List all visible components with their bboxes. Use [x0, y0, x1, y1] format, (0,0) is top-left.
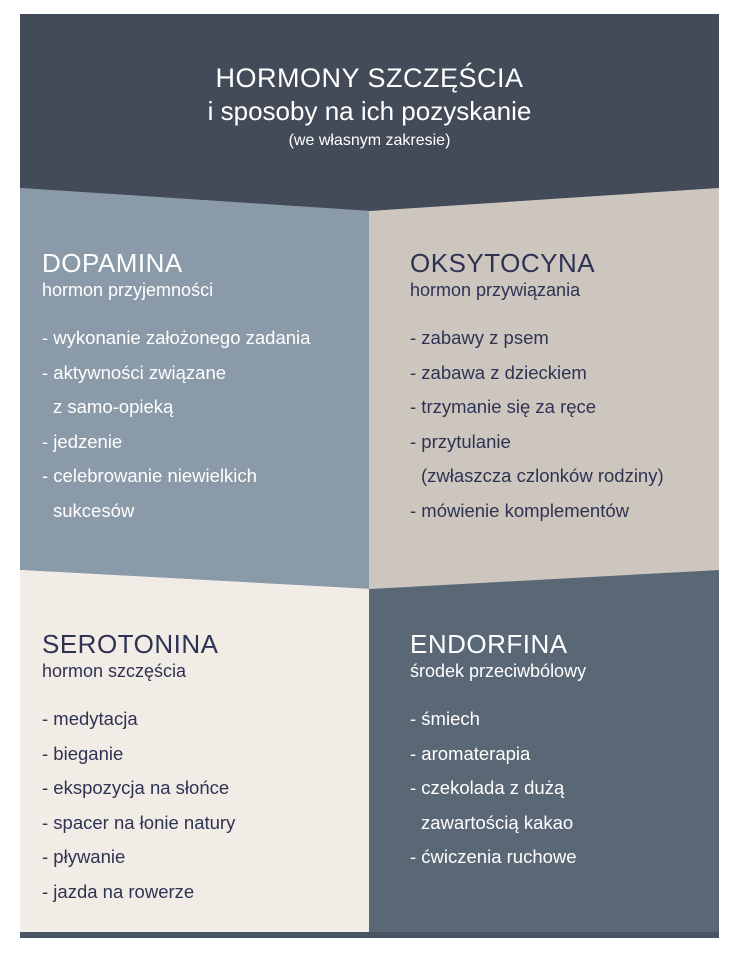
list-item: - celebrowanie niewielkich	[42, 465, 257, 486]
list-item: - spacer na łonie natury	[42, 811, 236, 833]
list-item-continuation: (zwłaszcza czlonków rodziny)	[421, 465, 664, 486]
list-item: - wykonanie założonego zadania	[42, 327, 311, 348]
list-item: - zabawy z psem	[410, 327, 549, 348]
list-item: - pływanie	[42, 846, 126, 867]
section-subtitle: hormon szczęścia	[42, 661, 187, 681]
list-item: - jazda na rowerze	[42, 880, 195, 902]
activity-list	[410, 321, 719, 528]
section-oksytocyna	[410, 248, 719, 528]
list-item: - ekspozycja na słońce	[42, 777, 230, 798]
list-item: - aromaterapia	[410, 742, 531, 764]
section-subtitle: środek przeciwbólowy	[410, 661, 587, 681]
activity-list	[42, 321, 372, 528]
list-item-continuation: zawartością kakao	[421, 811, 574, 833]
list-item: - mówienie komplementów	[410, 499, 630, 521]
infographic-poster	[20, 14, 719, 938]
list-item: - śmiech	[410, 708, 480, 729]
poster-title: HORMONY SZCZĘŚCIA	[215, 63, 524, 93]
list-item: - bieganie	[42, 742, 124, 764]
activity-list	[410, 702, 719, 875]
list-item: - przytulanie	[410, 430, 511, 452]
section-title: DOPAMINA	[42, 248, 183, 278]
list-item: - zabawa z dzieckiem	[410, 361, 587, 383]
section-title: SEROTONINA	[42, 629, 219, 659]
list-item: - jedzenie	[42, 430, 123, 452]
poster-note: (we własnym zakresie)	[288, 132, 451, 149]
section-title: ENDORFINA	[410, 629, 568, 659]
section-serotonina	[42, 629, 372, 909]
bottom-strip	[20, 932, 719, 938]
section-subtitle: hormon przywiązania	[410, 280, 581, 300]
list-item-continuation: sukcesów	[53, 499, 135, 521]
section-title: OKSYTOCYNA	[410, 248, 596, 278]
list-item: - aktywności związane	[42, 361, 227, 383]
section-dopamina	[42, 248, 372, 528]
activity-list	[42, 702, 372, 909]
list-item-continuation: z samo-opieką	[53, 396, 174, 417]
section-subtitle: hormon przyjemności	[42, 280, 214, 300]
section-endorfina	[410, 629, 719, 875]
list-item: - trzymanie się za ręce	[410, 396, 597, 417]
list-item: - czekolada z dużą	[410, 777, 565, 798]
poster-subtitle: i sposoby na ich pozyskanie	[207, 96, 532, 126]
poster-header	[20, 62, 719, 153]
list-item: - medytacja	[42, 708, 138, 729]
list-item: - ćwiczenia ruchowe	[410, 846, 577, 867]
